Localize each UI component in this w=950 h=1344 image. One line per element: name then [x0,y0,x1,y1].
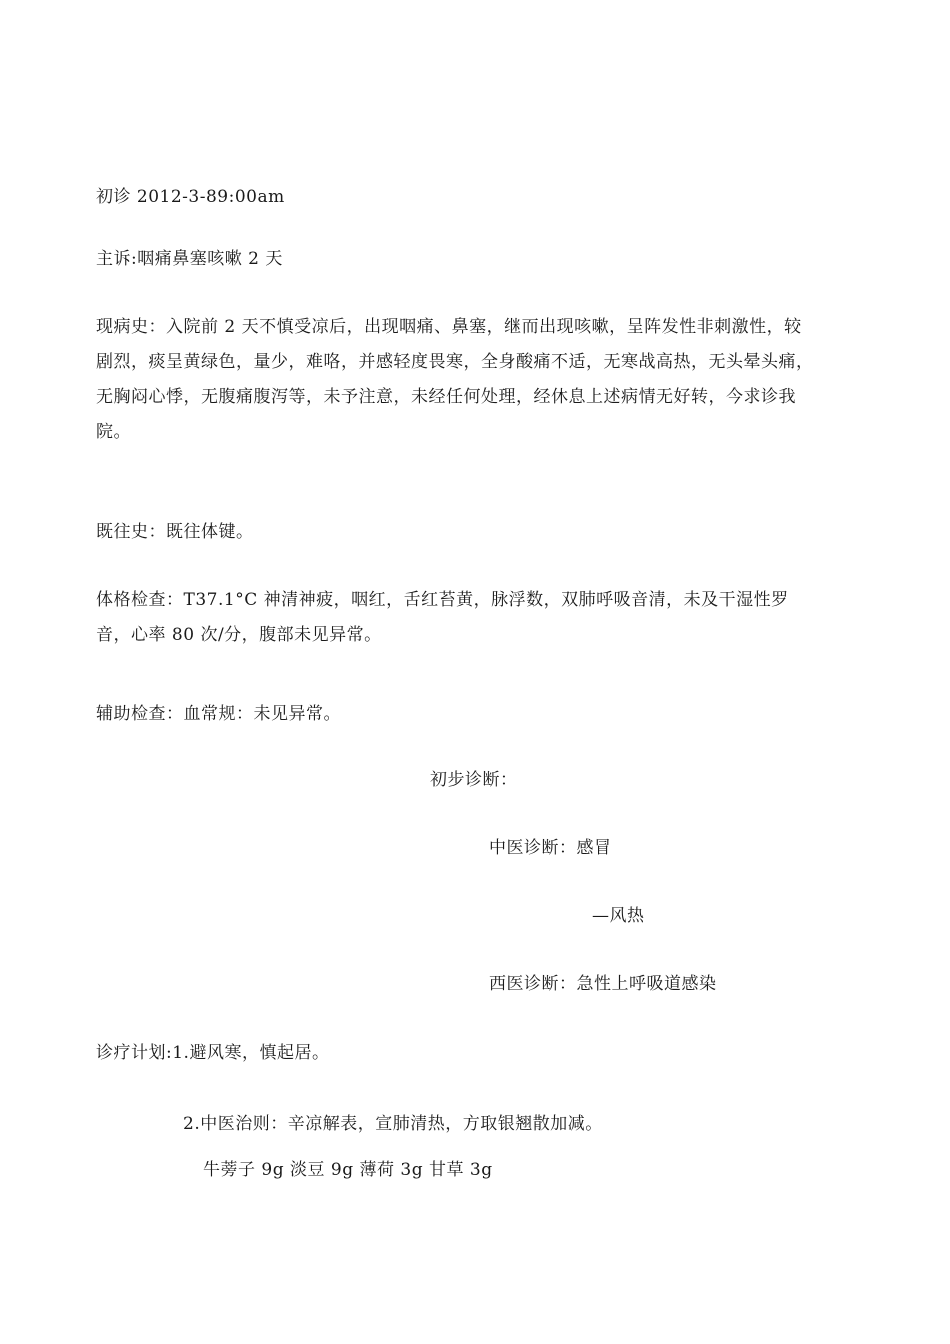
past-history: 既往史：既往体键。 [96,522,254,542]
present-illness [96,310,886,450]
physical-exam-line: 音，心率 80 次/分，腹部未见异常。 [96,625,382,645]
present-illness-line: 现病史：入院前 2 天不慎受凉后，出现咽痛、鼻塞，继而出现咳嗽，呈阵发性非刺激性，较 [96,317,802,337]
western-diagnosis: 西医诊断：急性上呼吸道感染 [489,974,717,994]
auxiliary-exam: 辅助检查：血常规：未见异常。 [96,704,341,724]
present-illness-line: 剧烈，痰呈黄绿色，量少，难咯，并感轻度畏寒，全身酸痛不适，无寒战高热，无头晕头痛， [96,352,814,372]
tcm-diagnosis: 中医诊断：感冒 [489,838,612,858]
present-illness-line: 院。 [96,422,131,442]
physical-exam [96,583,886,653]
physical-exam-line: 体格检查：T37.1°C 神清神疲，咽红，舌红苔黄，脉浮数，双肺呼吸音清，未及干湿性罗 [96,590,789,610]
prescription: 牛蒡子 9g 淡豆 9g 薄荷 3g 甘草 3g [203,1160,493,1180]
diagnosis-heading: 初步诊断： [430,770,518,790]
chief-complaint: 主诉:咽痛鼻塞咳嗽 2 天 [96,249,283,269]
treatment-plan-item-2: 2.中医治则：辛凉解表，宣肺清热，方取银翘散加减。 [183,1114,603,1134]
visit-date: 初诊 2012-3-89:00am [96,187,285,207]
tcm-syndrome-type: —风热 [592,906,645,926]
treatment-plan-item-1: 诊疗计划:1.避风寒，慎起居。 [96,1043,330,1063]
present-illness-line: 无胸闷心悸，无腹痛腹泻等，未予注意，未经任何处理，经休息上述病情无好转，今求诊我 [96,387,796,407]
